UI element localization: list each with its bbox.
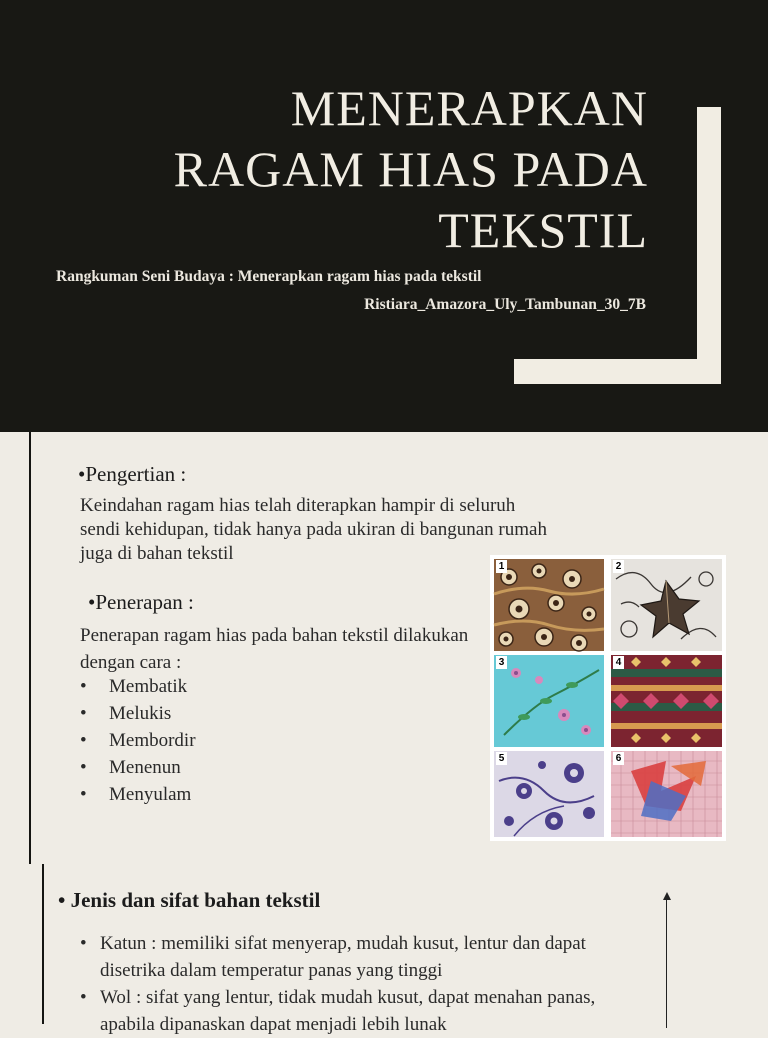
title-line-1: MENERAPKAN	[290, 80, 648, 136]
methods-list	[80, 673, 196, 808]
slide-title	[48, 78, 648, 261]
purple-floral-image	[494, 751, 604, 837]
title-line-3: TEKSTIL	[438, 202, 648, 258]
image-number: 4	[613, 656, 624, 669]
arrow-up-icon	[663, 892, 671, 900]
image-number: 1	[496, 560, 507, 573]
penerapan-paragraph: Penerapan ragam hias pada bahan tekstil dilakukan dengan cara :	[80, 625, 469, 673]
fabric-types-list	[80, 930, 640, 1038]
pengertian-paragraph: Keindahan ragam hias telah diterapkan hampir di seluruh sendi kehidupan, tidak hanya pada ukiran di bangunan rumah juga di bahan tekstil	[80, 495, 547, 564]
woven-fabric-image	[611, 655, 722, 747]
image-number: 2	[613, 560, 624, 573]
corner-bracket-vertical	[697, 107, 721, 384]
content-slide-penerapan	[0, 432, 768, 864]
heading-pengertian: •Pengertian :	[78, 462, 187, 486]
list-item: • Menenun	[80, 754, 196, 781]
cross-stitch-image	[611, 751, 722, 837]
corner-bracket-horizontal	[514, 359, 721, 384]
author-name: Ristiara_Amazora_Uly_Tambunan_30_7B	[364, 296, 646, 313]
textile-image-collage	[490, 555, 726, 841]
left-divider-line	[29, 432, 31, 864]
batik-image	[494, 559, 604, 651]
list-item: • Menyulam	[80, 781, 196, 808]
image-number: 5	[496, 752, 507, 765]
slide-subtitle: Rangkuman Seni Budaya : Menerapkan ragam hias pada tekstil	[56, 268, 482, 285]
list-item: • Membatik	[80, 673, 196, 700]
heading-jenis-bahan: • Jenis dan sifat bahan tekstil	[58, 888, 321, 912]
list-item: • Wol : sifat yang lentur, tidak mudah kusut, dapat menahan panas, apabila dipanaskan dapat menjadi lebih lunak	[80, 984, 640, 1038]
arrow-line	[666, 898, 667, 1028]
title-slide	[0, 0, 768, 432]
left-divider-line	[42, 864, 44, 1024]
list-item: • Membordir	[80, 727, 196, 754]
list-item: • Melukis	[80, 700, 196, 727]
painted-fabric-image	[611, 559, 722, 651]
image-number: 3	[496, 656, 507, 669]
image-number: 6	[613, 752, 624, 765]
content-slide-jenis-bahan	[0, 864, 768, 1035]
heading-penerapan: •Penerapan :	[88, 590, 194, 614]
title-line-2: RAGAM HIAS PADA	[173, 141, 648, 197]
list-item: • Katun : memiliki sifat menyerap, mudah kusut, lentur dan dapat disetrika dalam temperatur panas yang tinggi	[80, 930, 640, 984]
cyan-embroidery-image	[494, 655, 604, 747]
